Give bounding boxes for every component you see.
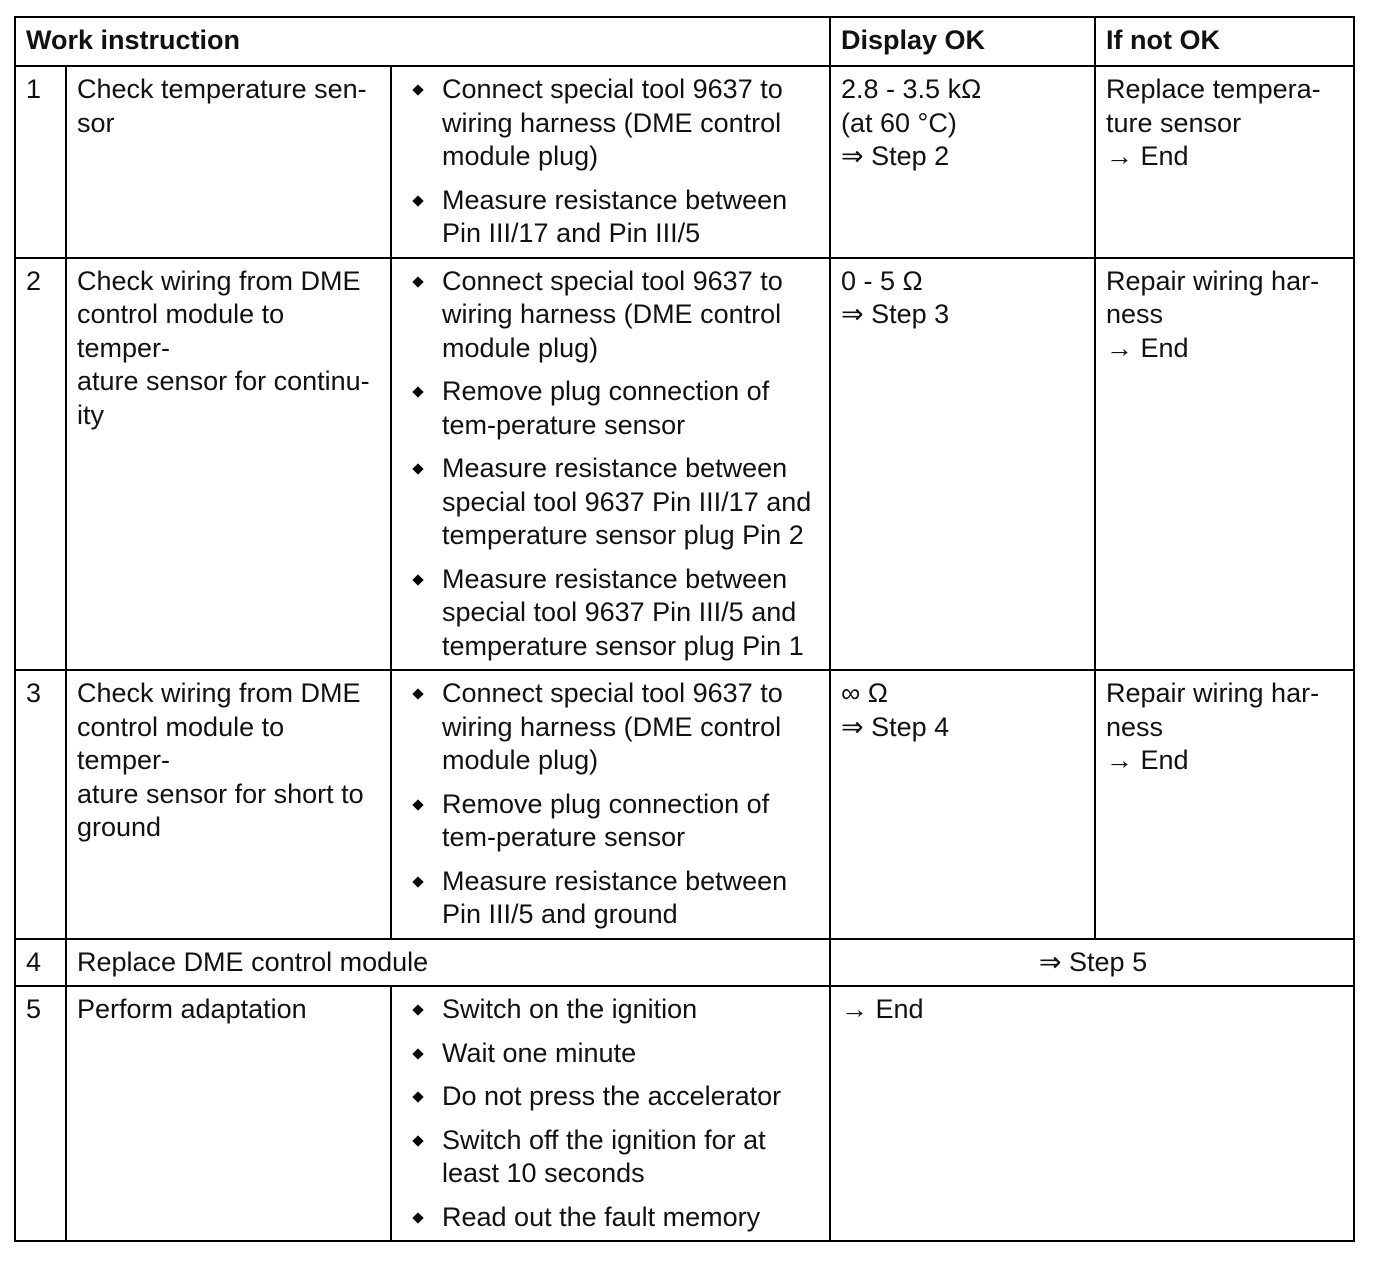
action-text: Measure resistance between Pin III/5 and ground bbox=[442, 865, 788, 929]
list-item bbox=[402, 788, 821, 855]
table-row bbox=[15, 258, 1354, 671]
diamond-bullet-icon bbox=[412, 688, 423, 699]
display-ok-next: ⇒ Step 2 bbox=[841, 141, 950, 171]
step-title-line: Check temperature sen- bbox=[77, 74, 367, 104]
step-number: 2 bbox=[15, 258, 66, 671]
list-item bbox=[402, 1124, 821, 1191]
display-ok-value: ∞ Ω bbox=[841, 678, 888, 708]
diamond-bullet-icon bbox=[412, 1048, 423, 1059]
step-title bbox=[66, 66, 391, 258]
diamond-bullet-icon bbox=[412, 574, 423, 585]
action-text: Connect special tool 9637 to wiring harness (DME control module plug) bbox=[442, 265, 783, 363]
step-title bbox=[66, 670, 391, 939]
step-title-line: Check wiring from DME bbox=[77, 678, 361, 708]
header-if-not-ok: If not OK bbox=[1095, 17, 1354, 66]
list-item bbox=[402, 73, 821, 174]
action-text: Measure resistance between special tool 9637 Pin III/17 and temperature sensor plug Pin 2 bbox=[442, 453, 812, 550]
action-text: Switch on the ignition bbox=[442, 994, 698, 1024]
list-item bbox=[402, 375, 821, 442]
diamond-bullet-icon bbox=[412, 276, 423, 287]
table-row bbox=[15, 939, 1354, 987]
list-item bbox=[402, 1080, 821, 1114]
if-not-ok-line: Repair wiring har- bbox=[1106, 678, 1320, 708]
list-item bbox=[402, 993, 821, 1027]
if-not-ok-cell bbox=[1095, 258, 1354, 671]
header-work-instruction: Work instruction bbox=[15, 17, 830, 66]
if-not-ok-cell bbox=[1095, 66, 1354, 258]
step-number: 1 bbox=[15, 66, 66, 258]
step-title-line: Check wiring from DME bbox=[77, 265, 361, 296]
if-not-ok-line: Replace tempera- bbox=[1106, 74, 1321, 104]
step-actions bbox=[391, 670, 830, 939]
diamond-bullet-icon bbox=[412, 876, 423, 887]
list-item bbox=[402, 865, 821, 932]
diamond-bullet-icon bbox=[412, 1212, 423, 1223]
display-ok-cell bbox=[830, 670, 1095, 939]
step-actions bbox=[391, 66, 830, 258]
step-number: 3 bbox=[15, 670, 66, 939]
step-number: 5 bbox=[15, 986, 66, 1241]
list-item bbox=[402, 452, 821, 553]
step-title-line: ity bbox=[77, 399, 104, 430]
diamond-bullet-icon bbox=[412, 84, 423, 95]
display-ok-next: ⇒ Step 4 bbox=[841, 711, 950, 742]
action-text: Connect special tool 9637 to wiring harness (DME control module plug) bbox=[442, 678, 783, 775]
diamond-bullet-icon bbox=[412, 1091, 423, 1102]
if-not-ok-cell bbox=[1095, 670, 1354, 939]
step-result: → End bbox=[830, 986, 1354, 1241]
table-row bbox=[15, 66, 1354, 258]
display-ok-value: 0 - 5 Ω bbox=[841, 265, 923, 296]
diamond-bullet-icon bbox=[412, 799, 423, 810]
action-text: Wait one minute bbox=[442, 1037, 637, 1068]
work-instruction-table bbox=[14, 16, 1355, 1242]
diamond-bullet-icon bbox=[412, 386, 423, 397]
step-actions bbox=[391, 986, 830, 1241]
table-row bbox=[15, 986, 1354, 1241]
step-title-line: sor bbox=[77, 107, 115, 138]
list-item bbox=[402, 265, 821, 366]
action-text: Remove plug connection of tem-perature sensor bbox=[442, 788, 770, 852]
if-not-ok-line: ture sensor bbox=[1106, 107, 1242, 138]
step-title-line: control module to temper- bbox=[77, 299, 285, 363]
diamond-bullet-icon bbox=[412, 463, 423, 474]
step-title: Perform adaptation bbox=[66, 986, 391, 1241]
step-title: Replace DME control module bbox=[66, 939, 830, 987]
action-text: Connect special tool 9637 to wiring harness (DME control module plug) bbox=[442, 74, 783, 171]
if-not-ok-line: → End bbox=[1106, 141, 1189, 171]
step-title-line: ground bbox=[77, 812, 162, 842]
action-text: Do not press the accelerator bbox=[442, 1081, 782, 1111]
step-number: 4 bbox=[15, 939, 66, 987]
display-ok-next: ⇒ Step 3 bbox=[841, 299, 950, 329]
header-row bbox=[15, 17, 1354, 66]
display-ok-condition: (at 60 °C) bbox=[841, 107, 957, 138]
if-not-ok-line: Repair wiring har- bbox=[1106, 265, 1320, 296]
list-item bbox=[402, 1037, 821, 1071]
table-row bbox=[15, 670, 1354, 939]
step-result: ⇒ Step 5 bbox=[830, 939, 1354, 987]
list-item bbox=[402, 184, 821, 251]
diamond-bullet-icon bbox=[412, 195, 423, 206]
step-actions bbox=[391, 258, 830, 671]
if-not-ok-line: ness bbox=[1106, 711, 1164, 742]
action-text: Read out the fault memory bbox=[442, 1201, 761, 1232]
action-text: Remove plug connection of tem-perature sensor bbox=[442, 376, 770, 440]
list-item bbox=[402, 563, 821, 664]
step-title bbox=[66, 258, 391, 671]
display-ok-cell bbox=[830, 258, 1095, 671]
if-not-ok-line: ness bbox=[1106, 299, 1164, 329]
step-title-line: ature sensor for continu- bbox=[77, 366, 370, 396]
step-title-line: ature sensor for short to bbox=[77, 778, 364, 809]
diamond-bullet-icon bbox=[412, 1004, 423, 1015]
list-item bbox=[402, 1201, 821, 1235]
action-text: Measure resistance between special tool 9637 Pin III/5 and temperature sensor plug Pin 1 bbox=[442, 563, 804, 661]
step-title-line: control module to temper- bbox=[77, 711, 285, 775]
if-not-ok-line: → End bbox=[1106, 332, 1189, 363]
header-display-ok: Display OK bbox=[830, 17, 1095, 66]
action-text: Measure resistance between Pin III/17 and Pin III/5 bbox=[442, 184, 788, 248]
action-text: Switch off the ignition for at least 10 seconds bbox=[442, 1124, 766, 1188]
list-item bbox=[402, 677, 821, 778]
display-ok-cell bbox=[830, 66, 1095, 258]
display-ok-value: 2.8 - 3.5 kΩ bbox=[841, 74, 982, 104]
diamond-bullet-icon bbox=[412, 1135, 423, 1146]
if-not-ok-line: → End bbox=[1106, 745, 1189, 775]
